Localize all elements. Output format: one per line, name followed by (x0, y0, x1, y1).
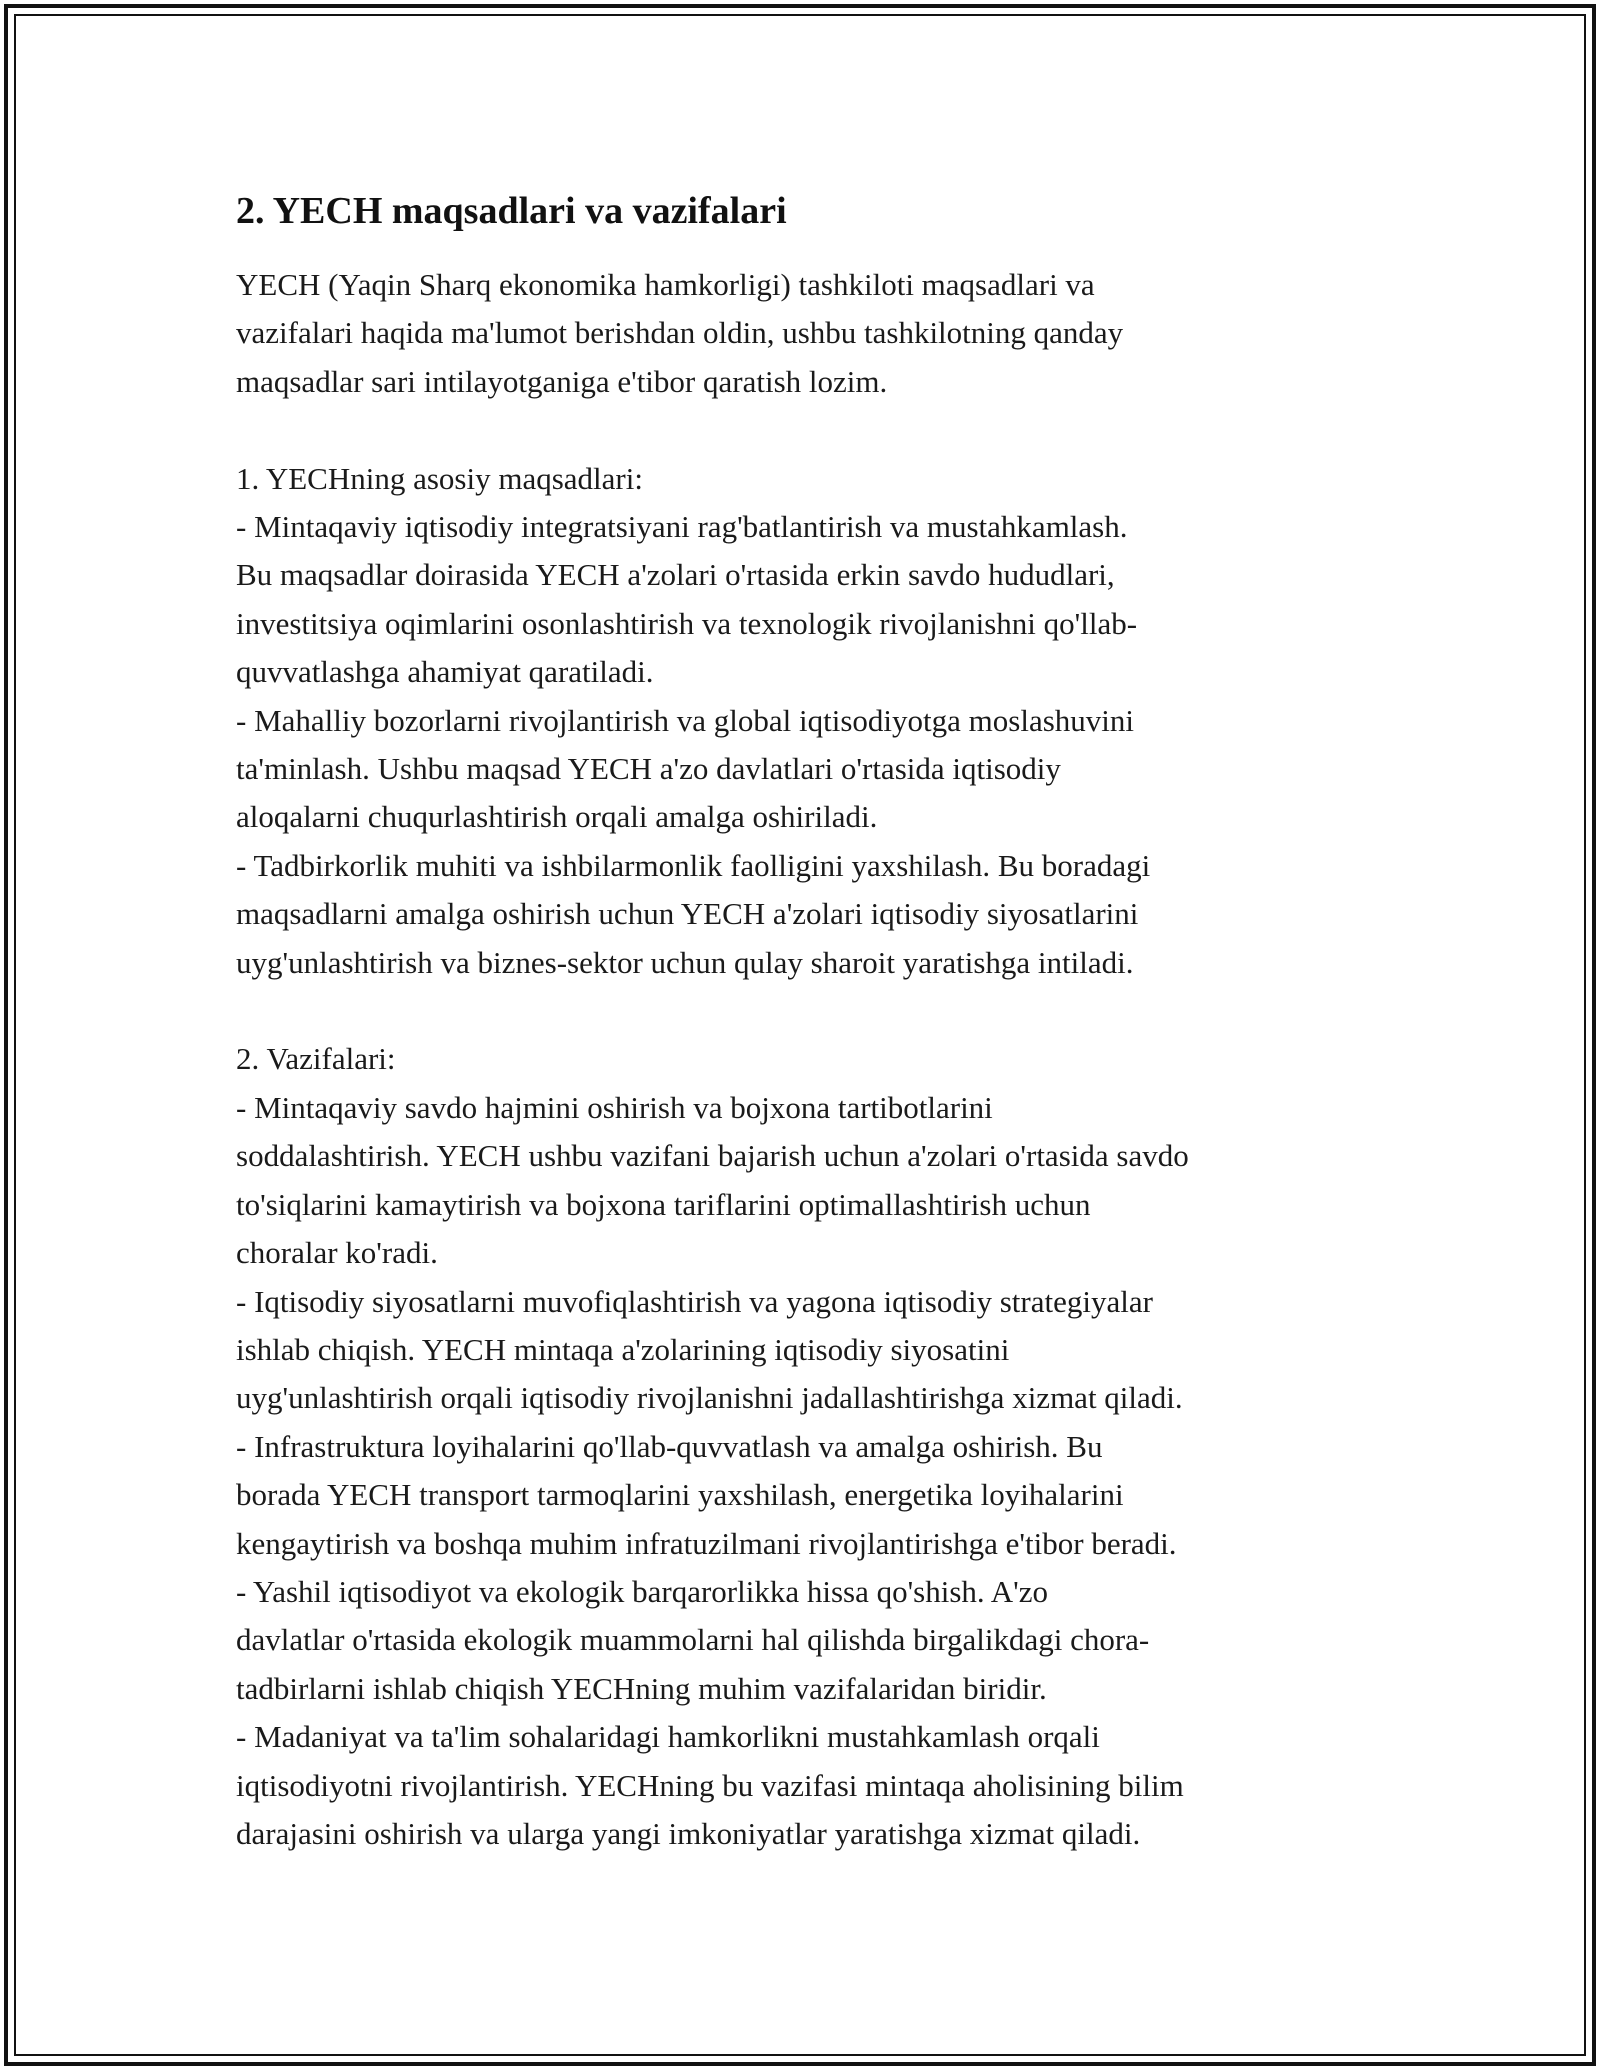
goal-item: - Mahalliy bozorlarni rivojlantirish va global iqtisodiyotga moslashuvini ta'minlash. Ushbu maqsad YECH a'zo davlatlari o'rtasida iqtisodiy aloqalarni chuqurlashtirish orqali amalga oshiriladi. (236, 702, 1135, 835)
intro-paragraph: YECH (Yaqin Sharq ekonomika hamkorligi) tashkiloti maqsadlari va vazifalari haqida ma'lumot berishdan oldin, ushbu tashkilotning qanday maqsadlar sari intilayotganiga e'tibor qaratish lozim. (236, 267, 1124, 399)
tasks-heading: 2. Vazifalari: (236, 1041, 396, 1077)
task-item: - Mintaqaviy savdo hajmini oshirish va bojxona tartibotlarini soddalashtirish. YECH ushbu vazifani bajarish uchun a'zolari o'rtasida savdo to'siqlarini kamaytirish va bojxona tariflarini optimallashtirish uchun choralar ko'radi. (236, 1089, 1189, 1271)
paragraph-spacer (236, 987, 1376, 1035)
task-item: - Madaniyat va ta'lim sohalaridagi hamkorlikni mustahkamlash orqali iqtisodiyotni rivojlantirish. YECHning bu vazifasi mintaqa aholisining bilim darajasini oshirish va ularga yangi imkoniyatlar yaratishga xizmat qiladi. (236, 1719, 1184, 1851)
goal-item: - Mintaqaviy iqtisodiy integratsiyani rag'batlantirish va mustahkamlash. Bu maqsadlar doirasida YECH a'zolari o'rtasida erkin savdo hududlari, investitsiya oqimlarini osonlashtirish va texnologik rivojlanishni qo'llab- quvvatlashga ahamiyat qaratiladi. (236, 509, 1138, 690)
task-item: - Infrastruktura loyihalarini qo'llab-quvvatlash va amalga oshirish. Bu borada YECH transport tarmoqlarini yaxshilash, energetika loyihalarini kengaytirish va boshqa muhim infratuzilmani rivojlantirishga e'tibor beradi. (236, 1428, 1177, 1561)
task-item: - Yashil iqtisodiyot va ekologik barqarorlikka hissa qo'shish. A'zo davlatlar o'rtasida ekologik muammolarni hal qilishda birgalikdagi chora- tadbirlarni ishlab chiqish YECHning muhim vazifalaridan biridir. (236, 1573, 1150, 1706)
goal-item: - Tadbirkorlik muhiti va ishbilarmonlik faolligini yaxshilash. Bu boradagi maqsadlarni amalga oshirish uchun YECH a'zolari iqtisodiy siyosatlarini uyg'unlashtirish va biznes-sektor uchun qulay sharoit yaratishga intiladi. (236, 847, 1151, 980)
goals-heading: 1. YECHning asosiy maqsadlari: (236, 460, 643, 496)
paragraph-spacer (236, 406, 1376, 454)
task-item: - Iqtisodiy siyosatlarni muvofiqlashtirish va yagona iqtisodiy strategiyalar ishlab chiqish. YECH mintaqa a'zolarining iqtisodiy siyosatini uyg'unlashtirish orqali iqtisodiy rivojlanishni jadallashtirishga xizmat qiladi. (236, 1283, 1183, 1416)
document-body (236, 186, 1376, 1858)
section-title: 2. YECH maqsadlari va vazifalari (236, 190, 787, 232)
